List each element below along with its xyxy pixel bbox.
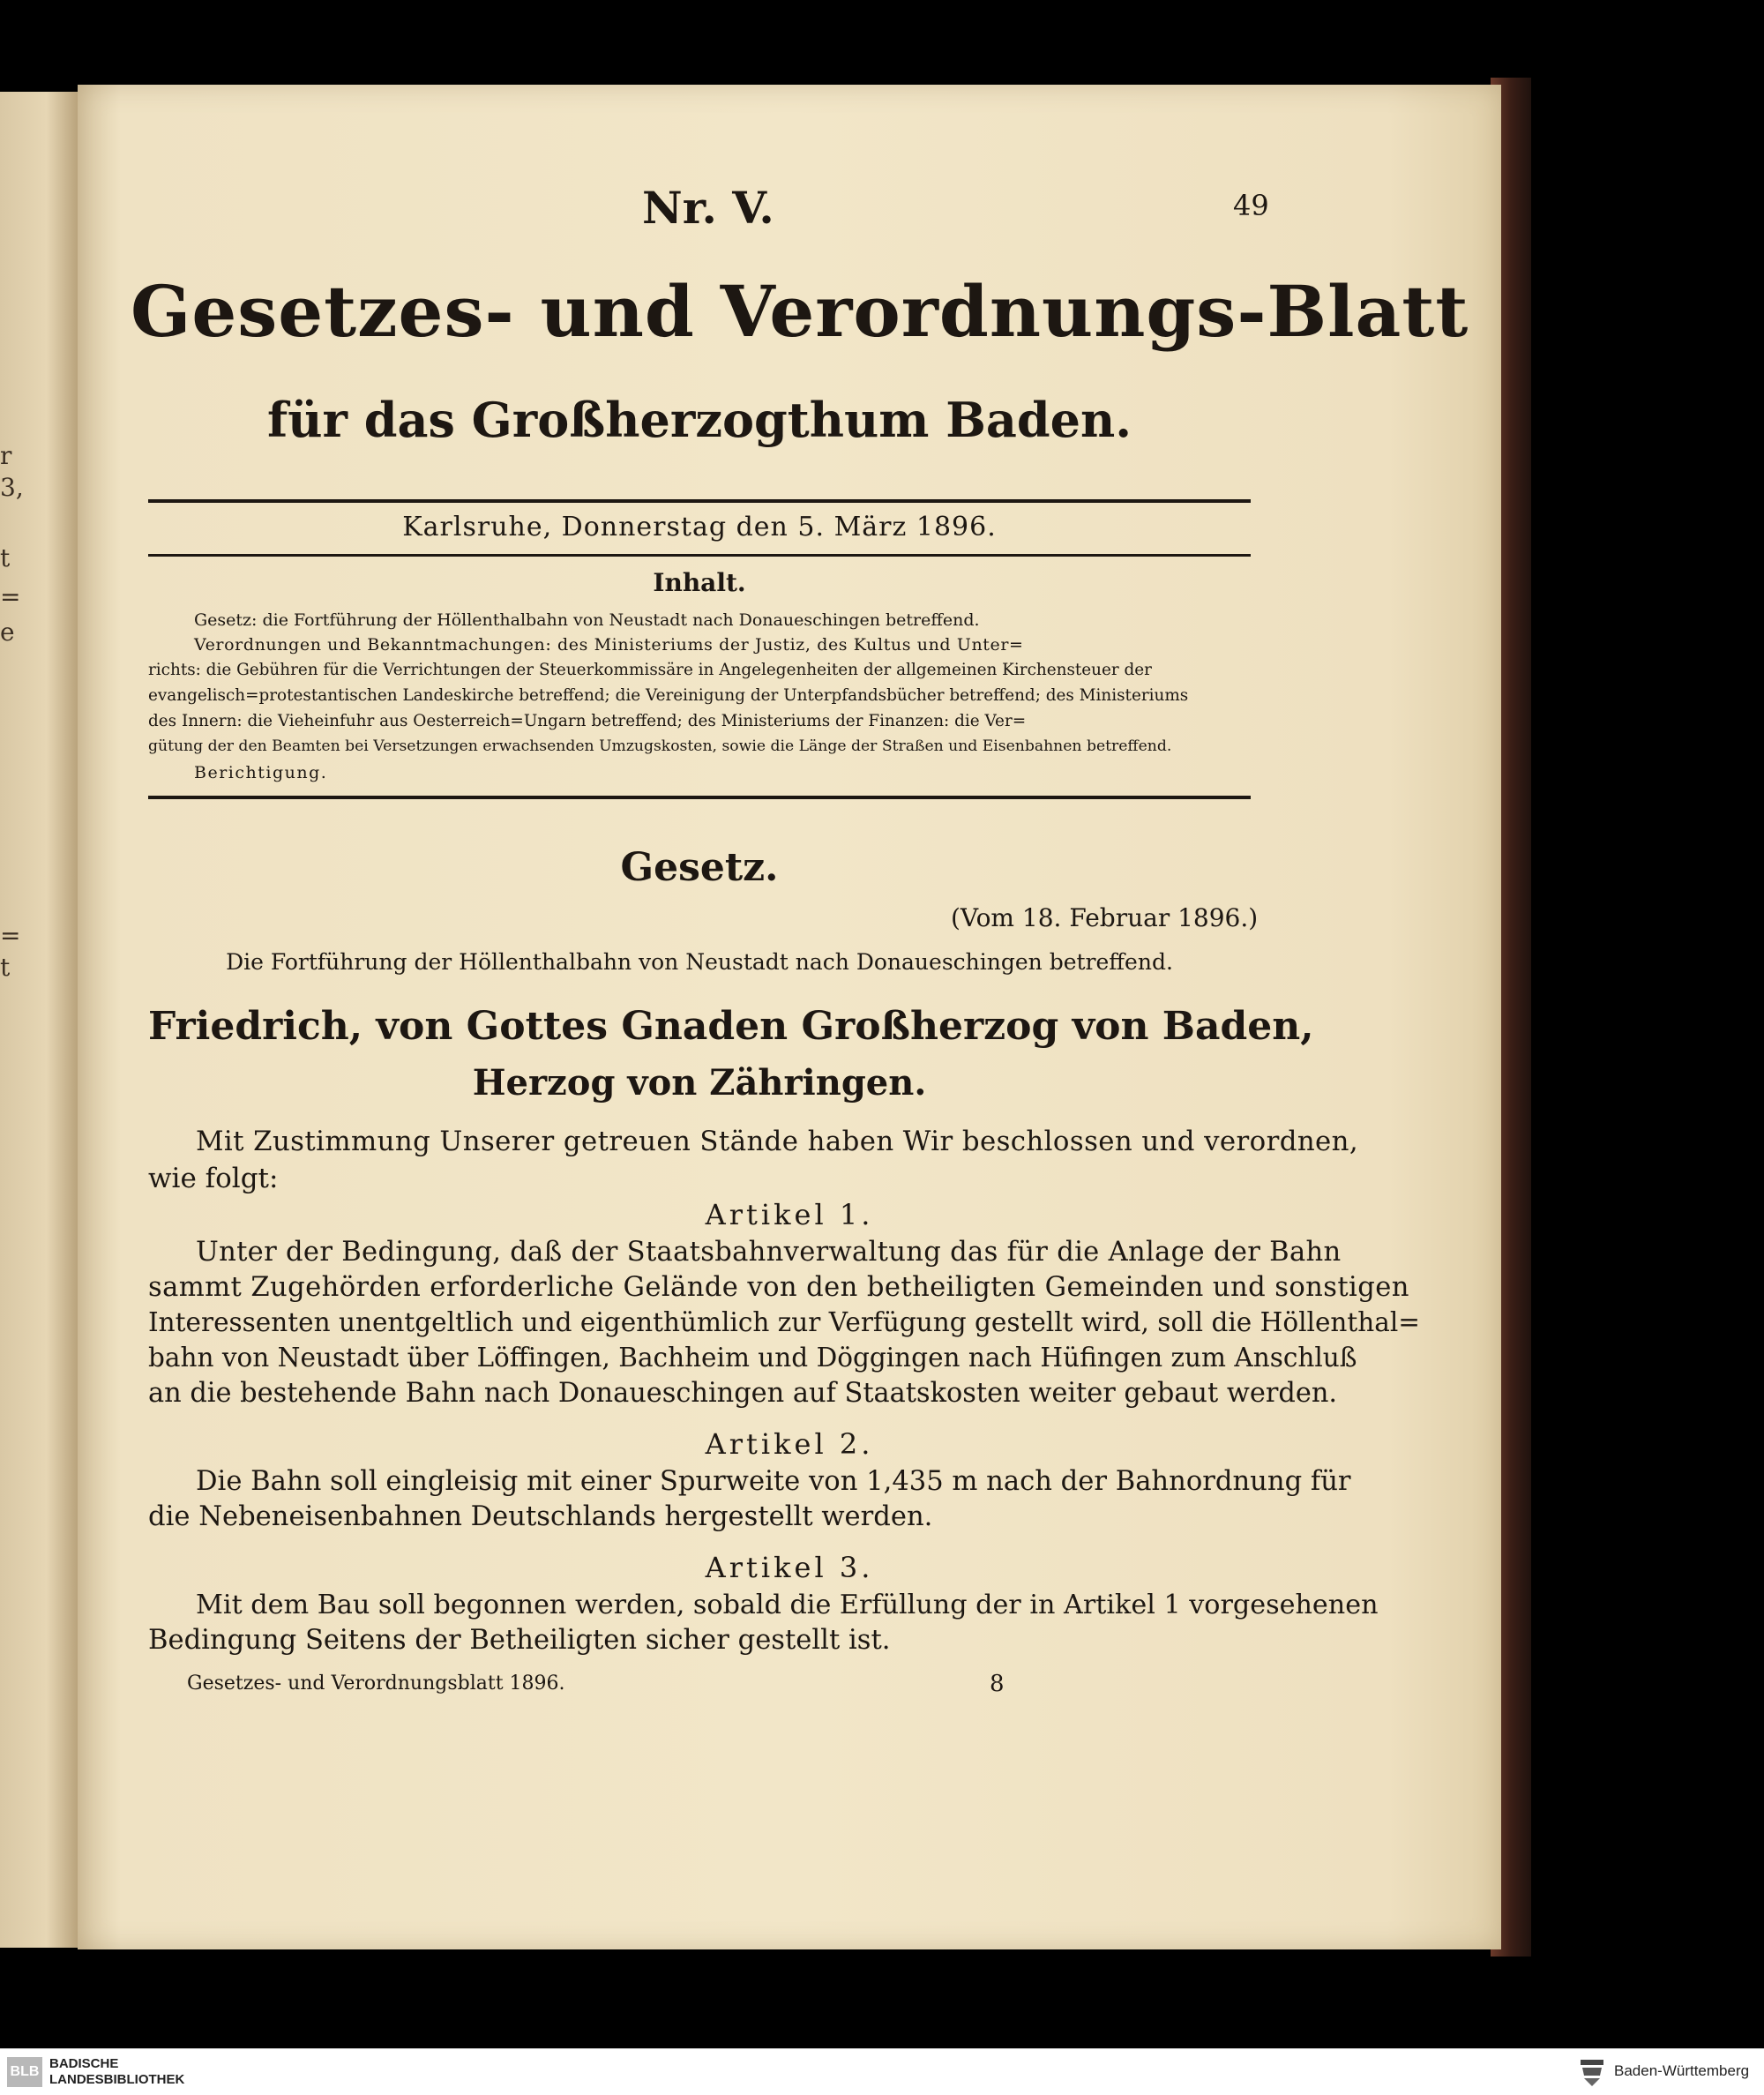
facing-page-edge: [0, 92, 78, 1948]
sovereign-title: Friedrich, von Gottes Gnaden Großherzog von Baden,: [148, 1004, 1314, 1049]
facing-page-text: [0, 92, 78, 1948]
viewer-footer: [0, 2048, 1764, 2095]
masthead-title: Gesetzes- und Verordnungs-Blatt: [131, 270, 1469, 353]
contents-line: Verordnungen und Bekanntmachungen: des Ministeriums der Justiz, des Kultus und Unter=: [194, 635, 1024, 655]
law-subject: Die Fortführung der Höllenthalbahn von Neustadt nach Donaueschingen betreffend.: [226, 949, 1173, 975]
state-name: Baden-Württemberg: [1614, 2062, 1750, 2079]
article-line: Unter der Bedingung, daß der Staatsbahnverwaltung das für die Anlage der Bahn: [196, 1237, 1342, 1268]
issue-number: Nr. V.: [642, 182, 774, 234]
state-coat-of-arms-icon: [1579, 2056, 1605, 2088]
blb-logo[interactable]: BLB: [7, 2057, 42, 2087]
contents-line: Berichtigung.: [194, 763, 328, 782]
article-title: Artikel 3.: [705, 1551, 874, 1584]
contents-line: Gesetz: die Fortführung der Höllenthalbahn von Neustadt nach Donaueschingen betreffend.: [194, 610, 980, 630]
article-line: die Nebeneisenbahnen Deutschlands hergestellt werden.: [148, 1501, 933, 1532]
document-page: [78, 85, 1501, 1949]
article-line: Die Bahn soll eingleisig mit einer Spurweite von 1,435 m nach der Bahnordnung für: [196, 1466, 1351, 1497]
divider: [148, 554, 1251, 557]
contents-line: evangelisch=protestantischen Landeskirche betreffend; die Vereinigung der Unterpfandsbücher betreffend; des Ministeriums: [148, 686, 1189, 705]
page-number: 49: [1233, 189, 1269, 222]
law-heading: Gesetz.: [620, 845, 779, 890]
signature-mark: 8: [990, 1671, 1005, 1697]
margin-fragment: e: [0, 617, 15, 647]
article-line: bahn von Neustadt über Löffingen, Bachheim und Döggingen nach Hüfingen zum Anschluß: [148, 1343, 1357, 1373]
margin-fragment: =: [0, 582, 21, 611]
contents-line: des Innern: die Vieheinfuhr aus Oesterreich=Ungarn betreffend; des Ministeriums der Finanzen: die Ver=: [148, 712, 1027, 730]
article-line: Interessenten unentgeltlich und eigenthümlich zur Verfügung gestellt wird, soll die Höllenthal=: [148, 1307, 1421, 1337]
divider: [148, 499, 1251, 503]
article-title: Artikel 2.: [705, 1427, 874, 1461]
masthead-subtitle: für das Großherzogthum Baden.: [266, 392, 1132, 448]
preamble: Mit Zustimmung Unserer getreuen Stände haben Wir beschlossen und verordnen,: [196, 1126, 1359, 1157]
contents-line: richts: die Gebühren für die Verrichtungen der Steuerkommissäre in Angelegenheiten der allgemeinen Kirchensteuer der: [148, 661, 1152, 679]
margin-fragment: =: [0, 921, 21, 950]
margin-fragment: t: [0, 543, 11, 572]
article-line: an die bestehende Bahn nach Donaueschingen auf Staatskosten weiter gebaut werden.: [148, 1378, 1338, 1409]
margin-fragment: t: [0, 953, 11, 982]
sovereign-subtitle: Herzog von Zähringen.: [472, 1062, 927, 1104]
article-line: Mit dem Bau soll begonnen werden, sobald die Erfüllung der in Artikel 1 vorgesehenen: [196, 1590, 1379, 1620]
contents-line: gütung der den Beamten bei Versetzungen erwachsenden Umzugskosten, sowie die Länge der Straßen und Eisenbahnen betreffend.: [148, 737, 1172, 755]
margin-fragment: 3,: [0, 473, 24, 502]
law-date: (Vom 18. Februar 1896.): [951, 903, 1259, 932]
dateline: Karlsruhe, Donnerstag den 5. März 1896.: [402, 512, 997, 542]
library-name: BADISCHE LANDESBIBLIOTHEK: [49, 2056, 185, 2087]
contents-heading: Inhalt.: [653, 568, 746, 597]
divider: [148, 796, 1251, 799]
margin-fragment: r: [0, 441, 12, 470]
article-line: Bedingung Seitens der Betheiligten sicher gestellt ist.: [148, 1625, 891, 1656]
page-footer-left: Gesetzes- und Verordnungsblatt 1896.: [187, 1672, 565, 1695]
article-line: sammt Zugehörden erforderliche Gelände von den betheiligten Gemeinden und sonstigen: [148, 1272, 1409, 1303]
article-title: Artikel 1.: [705, 1198, 874, 1231]
preamble: wie folgt:: [148, 1163, 279, 1194]
